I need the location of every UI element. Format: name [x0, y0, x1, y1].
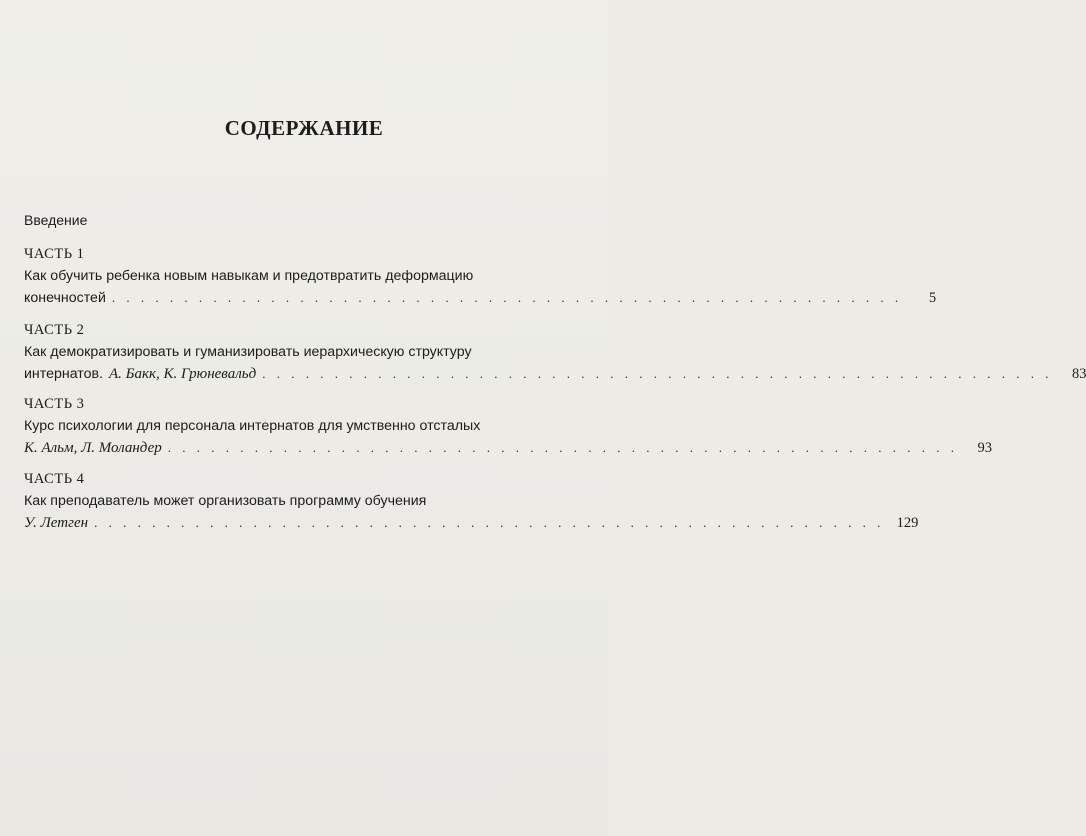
part-authors: К. Альм, Л. Моландер	[24, 440, 162, 456]
part-label: ЧАСТЬ 3	[24, 396, 85, 412]
part-title-continuation: конечностей	[24, 290, 106, 306]
page-number: 93	[977, 440, 992, 456]
leader-dots: . . . . . . . . . . . . . . . . . . . . . . . . . . . . . . . . . . . . . . . . . . . . . . . . . . . . . . .	[262, 366, 1053, 381]
part-label: ЧАСТЬ 1	[24, 246, 85, 262]
toc-part-2	[24, 322, 1086, 385]
leader-dots: . . . . . . . . . . . . . . . . . . . . . . . . . . . . . . . . . . . . . . . . . . . . . . . . . . . . . . .	[167, 440, 958, 455]
page-number: 5	[928, 290, 937, 306]
part-label: ЧАСТЬ 4	[24, 471, 85, 487]
leader-dots: . . . . . . . . . . . . . . . . . . . . . . . . . . . . . . . . . . . . . . . . . . . . . . . . . . . . . . .	[94, 515, 885, 530]
part-last-line	[24, 363, 1086, 385]
part-title-line: Курс психологии для персонала интернатов для умственно отсталых	[24, 418, 481, 434]
part-last-line	[24, 287, 937, 309]
part-label: ЧАСТЬ 2	[24, 322, 85, 338]
toc-part-4	[24, 471, 919, 534]
toc-intro: Введение	[24, 212, 88, 228]
page-title: СОДЕРЖАНИЕ	[224, 116, 384, 140]
page-number: 83	[1071, 366, 1086, 382]
part-title-line: Как обучить ребенка новым навыкам и предотвратить деформацию	[24, 268, 474, 284]
page-number: 129	[896, 515, 919, 531]
part-last-line	[24, 437, 992, 459]
part-authors: А. Бакк, К. Грюневальд	[109, 366, 257, 382]
leader-dots: . . . . . . . . . . . . . . . . . . . . . . . . . . . . . . . . . . . . . . . . . . . . . . . . . . . . . . .	[111, 290, 903, 305]
part-title-line: Как преподаватель может организовать программу обучения	[24, 493, 427, 509]
toc-part-3	[24, 396, 992, 459]
part-title-continuation: интернатов.	[24, 366, 104, 382]
toc-part-1	[24, 246, 937, 309]
part-last-line	[24, 512, 919, 534]
part-authors: У. Летген	[24, 515, 89, 531]
part-title-line: Как демократизировать и гуманизировать иерархическую структуру	[24, 344, 472, 360]
